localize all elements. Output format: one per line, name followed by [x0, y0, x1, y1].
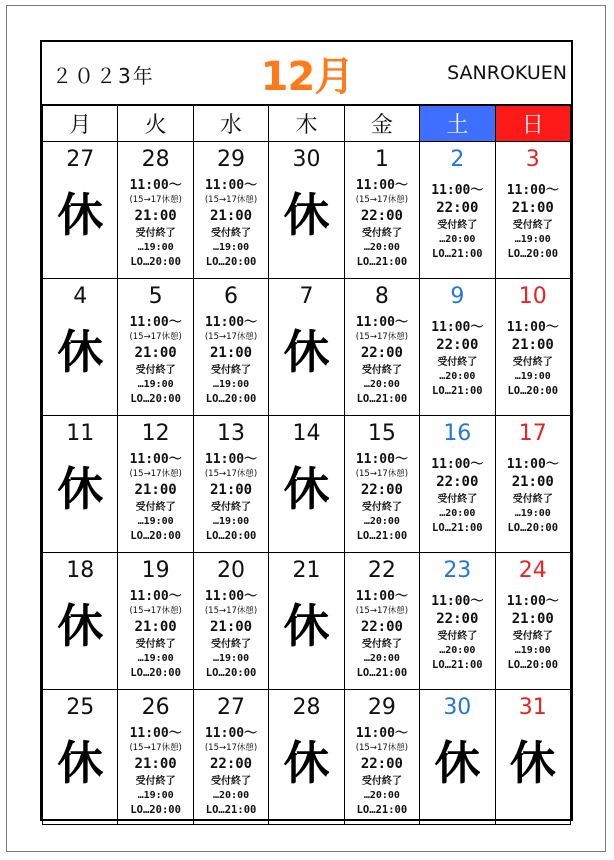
reception-time: …20:00 — [212, 790, 250, 801]
day-cell — [269, 279, 344, 416]
closed-mark: 休 — [434, 736, 481, 790]
spacer — [496, 586, 570, 591]
open-time: 11:00〜 — [129, 452, 182, 467]
closed-mark: 休 — [57, 462, 104, 516]
day-cell — [344, 553, 419, 690]
close-time: 21:00 — [134, 345, 177, 361]
close-time: 22:00 — [436, 474, 479, 490]
day-number: 19 — [141, 558, 170, 583]
reception-time: …20:00 — [363, 379, 400, 390]
break-time: (15→17休憩) — [129, 332, 182, 342]
day-number: 29 — [367, 695, 396, 720]
break-time: (15→17休憩) — [129, 743, 182, 753]
day-number: 23 — [443, 558, 472, 583]
break-time: (15→17休憩) — [204, 743, 258, 753]
reception-label: 受付終了 — [211, 776, 252, 787]
day-cell — [344, 416, 419, 553]
closed-mark: 休 — [283, 599, 330, 653]
close-time: 21:00 — [511, 200, 554, 216]
open-time: 11:00〜 — [355, 452, 408, 467]
month-title: 12月 — [260, 54, 354, 100]
day-cell — [344, 142, 419, 279]
day-number: 30 — [443, 695, 472, 720]
calendar-body — [43, 142, 571, 825]
close-time: 22:00 — [436, 200, 479, 216]
day-number: 10 — [518, 284, 547, 309]
close-time: 21:00 — [511, 337, 554, 353]
last-order: LO…20:00 — [130, 530, 181, 542]
day-number: 29 — [217, 147, 246, 172]
last-order: LO…20:00 — [507, 248, 559, 260]
open-time: 11:00〜 — [506, 457, 559, 472]
reception-label: 受付終了 — [135, 776, 176, 787]
reception-label: 受付終了 — [361, 639, 402, 650]
last-order: LO…21:00 — [356, 256, 408, 268]
week-row — [43, 553, 571, 690]
reception-label: 受付終了 — [135, 365, 176, 376]
calendar-header — [42, 42, 571, 105]
day-cell — [344, 279, 419, 416]
close-time: 21:00 — [209, 482, 253, 498]
weekday-tue: 火 — [118, 106, 193, 142]
week-row — [43, 279, 571, 416]
day-number: 15 — [367, 421, 396, 446]
open-time: 11:00〜 — [355, 726, 408, 741]
break-time: (15→17休憩) — [204, 332, 258, 342]
day-number: 7 — [299, 284, 314, 309]
calendar-grid — [42, 105, 571, 825]
day-cell — [495, 416, 570, 553]
reception-label: 受付終了 — [512, 357, 553, 368]
day-cell — [420, 416, 495, 553]
spacer — [496, 175, 570, 180]
reception-time: …19:00 — [137, 242, 174, 253]
close-time: 21:00 — [134, 482, 177, 498]
break-time: (15→17休憩) — [355, 469, 409, 479]
day-number: 13 — [217, 421, 246, 446]
break-time: (15→17休憩) — [129, 195, 182, 205]
spacer — [420, 312, 494, 317]
close-time: 21:00 — [134, 619, 177, 635]
reception-time: …19:00 — [514, 645, 551, 656]
break-time: (15→17休憩) — [129, 469, 182, 479]
year-label: ２０２3年 — [52, 64, 155, 88]
reception-label: 受付終了 — [512, 220, 553, 231]
weekday-thu: 木 — [269, 106, 344, 142]
reception-time: …19:00 — [137, 379, 174, 390]
last-order: LO…21:00 — [356, 393, 408, 405]
day-cell — [118, 690, 193, 825]
open-time: 11:00〜 — [204, 452, 258, 467]
break-time: (15→17休憩) — [355, 606, 409, 616]
reception-time: …19:00 — [137, 516, 174, 527]
weekday-sat: 土 — [420, 106, 495, 142]
reception-time: …19:00 — [212, 516, 250, 527]
day-number: 26 — [141, 695, 170, 720]
open-time: 11:00〜 — [355, 315, 408, 330]
day-number: 18 — [66, 558, 95, 583]
day-number: 3 — [525, 147, 540, 172]
day-cell — [495, 690, 570, 825]
day-number: 2 — [450, 147, 465, 172]
day-cell — [118, 553, 193, 690]
reception-label: 受付終了 — [437, 357, 478, 368]
reception-time: …19:00 — [212, 653, 250, 664]
day-number: 5 — [148, 284, 163, 309]
reception-label: 受付終了 — [512, 631, 553, 642]
close-time: 22:00 — [360, 756, 403, 772]
last-order: LO…21:00 — [432, 522, 483, 534]
spacer — [420, 586, 494, 591]
close-time: 22:00 — [360, 482, 403, 498]
day-number: 28 — [141, 147, 170, 172]
day-cell — [43, 416, 118, 553]
closed-mark: 休 — [509, 736, 556, 790]
last-order: LO…21:00 — [205, 804, 257, 816]
last-order: LO…21:00 — [356, 804, 408, 816]
open-time: 11:00〜 — [129, 315, 182, 330]
reception-label: 受付終了 — [135, 502, 176, 513]
reception-time: …20:00 — [363, 242, 400, 253]
day-number: 20 — [217, 558, 246, 583]
day-number: 16 — [443, 421, 472, 446]
week-row — [43, 142, 571, 279]
day-cell — [193, 690, 268, 825]
open-time: 11:00〜 — [129, 178, 182, 193]
reception-time: …20:00 — [439, 234, 476, 245]
close-time: 22:00 — [360, 345, 403, 361]
break-time: (15→17休憩) — [204, 195, 258, 205]
last-order: LO…21:00 — [356, 530, 408, 542]
reception-label: 受付終了 — [437, 631, 478, 642]
weekday-mon: 月 — [43, 106, 118, 142]
day-cell — [43, 279, 118, 416]
closed-mark: 休 — [283, 188, 330, 242]
last-order: LO…20:00 — [130, 256, 181, 268]
open-time: 11:00〜 — [204, 726, 258, 741]
day-number: 22 — [367, 558, 396, 583]
last-order: LO…20:00 — [507, 522, 559, 534]
day-cell — [495, 553, 570, 690]
open-time: 11:00〜 — [506, 320, 559, 335]
close-time: 21:00 — [209, 345, 253, 361]
close-time: 22:00 — [209, 756, 253, 772]
weekday-fri: 金 — [344, 106, 419, 142]
day-number: 1 — [374, 147, 389, 172]
open-time: 11:00〜 — [431, 594, 484, 609]
day-cell — [269, 416, 344, 553]
day-number: 21 — [292, 558, 321, 583]
calendar — [40, 40, 573, 821]
reception-label: 受付終了 — [361, 502, 402, 513]
reception-time: …20:00 — [439, 508, 476, 519]
day-number: 6 — [224, 284, 239, 309]
day-cell — [420, 553, 495, 690]
reception-label: 受付終了 — [211, 502, 252, 513]
day-number: 8 — [374, 284, 389, 309]
break-time: (15→17休憩) — [355, 195, 409, 205]
day-number: 30 — [292, 147, 321, 172]
reception-time: …20:00 — [363, 516, 400, 527]
break-time: (15→17休憩) — [355, 743, 409, 753]
day-cell — [43, 690, 118, 825]
reception-label: 受付終了 — [361, 365, 402, 376]
close-time: 21:00 — [511, 474, 554, 490]
last-order: LO…20:00 — [205, 393, 257, 405]
close-time: 22:00 — [436, 611, 479, 627]
reception-time: …19:00 — [212, 379, 250, 390]
spacer — [496, 449, 570, 454]
closed-mark: 休 — [283, 325, 330, 379]
weekday-row — [43, 106, 571, 142]
break-time: (15→17休憩) — [204, 606, 258, 616]
reception-label: 受付終了 — [211, 639, 252, 650]
day-number: 24 — [518, 558, 547, 583]
last-order: LO…20:00 — [130, 393, 181, 405]
break-time: (15→17休憩) — [129, 606, 182, 616]
open-time: 11:00〜 — [204, 178, 258, 193]
day-cell — [420, 690, 495, 825]
last-order: LO…20:00 — [205, 256, 257, 268]
reception-time: …19:00 — [212, 242, 250, 253]
last-order: LO…21:00 — [356, 667, 408, 679]
reception-label: 受付終了 — [135, 228, 176, 239]
close-time: 22:00 — [360, 619, 403, 635]
open-time: 11:00〜 — [431, 457, 484, 472]
open-time: 11:00〜 — [431, 320, 484, 335]
reception-time: …20:00 — [439, 371, 476, 382]
open-time: 11:00〜 — [355, 589, 408, 604]
reception-time: …20:00 — [439, 645, 476, 656]
day-number: 27 — [217, 695, 246, 720]
close-time: 21:00 — [511, 611, 554, 627]
closed-mark: 休 — [283, 736, 330, 790]
day-number: 4 — [73, 284, 88, 309]
weekday-sun: 日 — [495, 106, 570, 142]
last-order: LO…20:00 — [507, 385, 559, 397]
closed-mark: 休 — [57, 599, 104, 653]
close-time: 22:00 — [360, 208, 403, 224]
open-time: 11:00〜 — [506, 594, 559, 609]
open-time: 11:00〜 — [129, 589, 182, 604]
close-time: 21:00 — [134, 208, 177, 224]
reception-time: …19:00 — [514, 508, 551, 519]
spacer — [420, 449, 494, 454]
close-time: 21:00 — [209, 208, 253, 224]
spacer — [420, 175, 494, 180]
last-order: LO…20:00 — [507, 659, 559, 671]
day-cell — [118, 416, 193, 553]
reception-time: …19:00 — [137, 790, 174, 801]
open-time: 11:00〜 — [129, 726, 182, 741]
closed-mark: 休 — [57, 188, 104, 242]
break-time: (15→17休憩) — [355, 332, 409, 342]
reception-label: 受付終了 — [437, 220, 478, 231]
day-cell — [193, 416, 268, 553]
reception-time: …20:00 — [363, 790, 400, 801]
reception-time: …19:00 — [137, 653, 174, 664]
day-number: 11 — [66, 421, 95, 446]
last-order: LO…20:00 — [130, 804, 181, 816]
reception-label: 受付終了 — [135, 639, 176, 650]
day-cell — [495, 279, 570, 416]
day-cell — [420, 279, 495, 416]
weekday-wed: 水 — [193, 106, 268, 142]
day-cell — [193, 142, 268, 279]
reception-label: 受付終了 — [437, 494, 478, 505]
day-cell — [269, 690, 344, 825]
week-row — [43, 416, 571, 553]
day-number: 17 — [518, 421, 547, 446]
closed-mark: 休 — [283, 462, 330, 516]
last-order: LO…21:00 — [432, 385, 483, 397]
close-time: 21:00 — [134, 756, 177, 772]
day-number: 31 — [518, 695, 547, 720]
reception-label: 受付終了 — [211, 228, 252, 239]
day-cell — [344, 690, 419, 825]
open-time: 11:00〜 — [204, 589, 258, 604]
reception-time: …20:00 — [363, 653, 400, 664]
day-cell — [193, 553, 268, 690]
close-time: 21:00 — [209, 619, 253, 635]
open-time: 11:00〜 — [431, 183, 484, 198]
spacer — [496, 312, 570, 317]
open-time: 11:00〜 — [204, 315, 258, 330]
closed-mark: 休 — [57, 325, 104, 379]
close-time: 22:00 — [436, 337, 479, 353]
day-cell — [269, 142, 344, 279]
day-number: 14 — [292, 421, 321, 446]
open-time: 11:00〜 — [355, 178, 408, 193]
reception-time: …19:00 — [514, 371, 551, 382]
reception-label: 受付終了 — [211, 365, 252, 376]
day-cell — [118, 142, 193, 279]
day-number: 12 — [141, 421, 170, 446]
last-order: LO…21:00 — [432, 659, 483, 671]
day-cell — [43, 553, 118, 690]
week-row — [43, 690, 571, 825]
last-order: LO…20:00 — [130, 667, 181, 679]
reception-label: 受付終了 — [512, 494, 553, 505]
reception-label: 受付終了 — [361, 228, 402, 239]
day-cell — [269, 553, 344, 690]
day-number: 25 — [66, 695, 95, 720]
day-cell — [193, 279, 268, 416]
open-time: 11:00〜 — [506, 183, 559, 198]
day-number: 27 — [66, 147, 95, 172]
day-cell — [495, 142, 570, 279]
reception-time: …19:00 — [514, 234, 551, 245]
day-cell — [43, 142, 118, 279]
closed-mark: 休 — [57, 736, 104, 790]
day-number: 28 — [292, 695, 321, 720]
last-order: LO…20:00 — [205, 667, 257, 679]
day-number: 9 — [450, 284, 465, 309]
last-order: LO…20:00 — [205, 530, 257, 542]
shop-name: SANROKUEN — [447, 62, 567, 84]
break-time: (15→17休憩) — [204, 469, 258, 479]
last-order: LO…21:00 — [432, 248, 483, 260]
reception-label: 受付終了 — [361, 776, 402, 787]
day-cell — [118, 279, 193, 416]
day-cell — [420, 142, 495, 279]
